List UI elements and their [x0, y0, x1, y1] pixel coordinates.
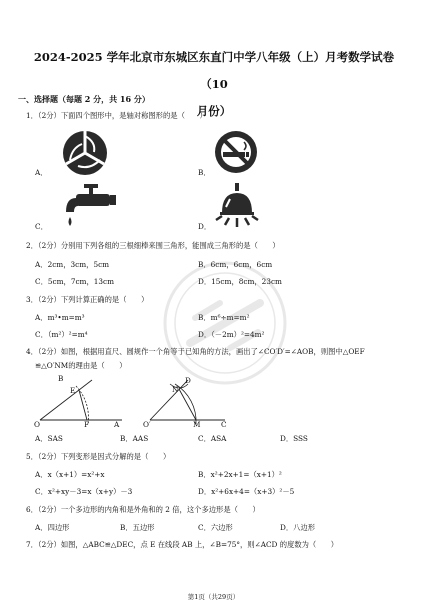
q1-option-d-label: D．: [198, 222, 212, 231]
q1-option-a-label: A．: [35, 168, 48, 177]
q4-option-b: B．AAS: [120, 434, 149, 443]
fig-label-m: M: [193, 420, 201, 429]
q5-option-b: B．x²+2x+1=（x+1）²: [198, 470, 282, 479]
page-footer: 第1页（共29页）: [187, 593, 240, 601]
q6-option-b: B．五边形: [120, 523, 155, 532]
question-2-stem: 2．（2分）分别用下列各组的三根细棒来围三角形，能围成三角形的是（ ）: [26, 241, 280, 250]
q3-option-a: A．m³•m=m³: [35, 313, 85, 322]
fig-label-n: N: [172, 385, 179, 394]
question-5-stem: 5．（2分）下列变形是因式分解的是（ ）: [26, 452, 171, 461]
question-6-stem: 6．（2分）一个多边形的内角和是外角和的 2 倍，这个多边形是（ ）: [26, 505, 260, 514]
tri-blade-icon: [60, 130, 110, 176]
q2-option-a: A．2cm，3cm，5cm: [35, 260, 110, 269]
q3-option-b: B．m⁶÷m=m²: [198, 313, 250, 322]
title-line-1: 2024-2025 学年北京市东城区东直门中学八年级（上）月考数学试卷（10: [33, 50, 395, 91]
fig-label-o-prime: O′: [143, 420, 151, 429]
no-smoking-icon: [212, 128, 260, 176]
fig-label-b: B: [58, 374, 64, 383]
lamp-icon: [214, 183, 260, 233]
q3-option-d: D．（－2m）²=4m²: [198, 330, 265, 339]
fig-label-o: O: [34, 420, 40, 429]
watermark-logo: [150, 248, 300, 398]
q1-option-c-label: C．: [35, 222, 48, 231]
fig-label-e: E: [70, 386, 76, 395]
q6-option-a: A．四边形: [35, 523, 70, 532]
q4-option-c: C．ASA: [198, 434, 227, 443]
fig-label-c: C: [221, 420, 227, 429]
q5-option-d: D．x²+6x+4=（x+3）²－5: [198, 487, 295, 496]
fig-label-f: F: [84, 420, 90, 429]
fig-label-d: D: [185, 376, 191, 385]
faucet-icon: [62, 184, 116, 230]
question-7-stem: 7．（2分）如图，△ABC≌△DEC，点 E 在线段 AB 上，∠B=75°，则∠ACD 的度数为（ ）: [26, 540, 339, 549]
q1-option-b-label: B．: [198, 168, 211, 177]
question-4-stem-line-1: 4．（2分）如图，根据用直尺、圆规作一个角等于已知角的方法，画出了∠CO′D′=∠AOB，则图中△OEF: [26, 347, 365, 356]
title-line-2: 月份）: [196, 104, 232, 118]
question-1-stem: 1．（2分）下面四个图形中，是轴对称图形的是（ ）: [26, 111, 207, 120]
question-4-stem-line-2: ≌△O′NM的理由是（ ）: [35, 361, 127, 370]
q3-option-c: C．（m²）²=m⁴: [35, 330, 88, 339]
question-3-stem: 3．（2分）下列计算正确的是（ ）: [26, 295, 149, 304]
segment-ef: [79, 390, 87, 420]
q5-option-a: A．x（x+1）=x²+x: [35, 470, 105, 479]
q2-option-d: D．15cm，8cm，23cm: [198, 277, 282, 286]
q5-option-c: C．x²+xy－3=x（x+y）－3: [35, 487, 133, 496]
q2-option-b: B．6cm，6cm，6cm: [198, 260, 273, 269]
q4-option-d: D．SSS: [280, 434, 308, 443]
ray-ob: [40, 380, 92, 420]
section-heading: 一、选择题（每题 2 分，共 16 分）: [18, 94, 150, 104]
q2-option-c: C．5cm，7cm，13cm: [35, 277, 115, 286]
q4-option-a: A．SAS: [35, 434, 63, 443]
q6-option-c: C．六边形: [198, 523, 233, 532]
fig-label-a: A: [114, 420, 120, 429]
q6-option-d: D．八边形: [280, 523, 316, 532]
